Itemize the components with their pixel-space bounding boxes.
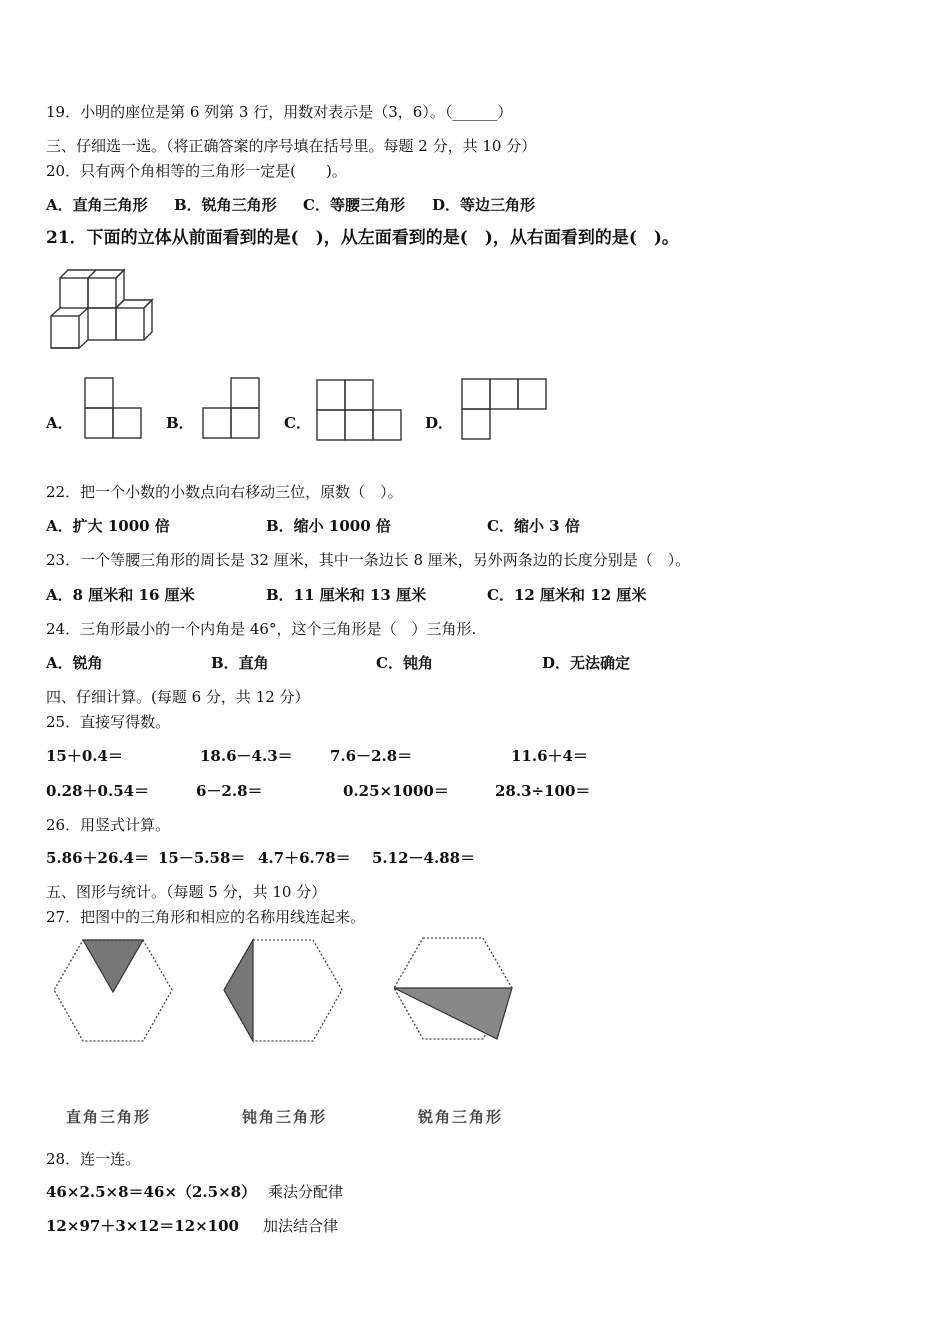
section-4-heading: 四、仔细计算。(每题 6 分，共 12 分） xyxy=(46,688,310,706)
q21-label-c: C． xyxy=(284,414,311,432)
q24-text: 24．三角形最小的一个内角是 46°，这个三角形是（ ）三角形. xyxy=(46,620,477,638)
q26-item-2: 15－5.58＝ xyxy=(158,849,246,867)
q21-label-b: B． xyxy=(166,414,194,432)
q25-r1-item-3: 7.6－2.8＝ xyxy=(330,747,413,765)
q25-r2-item-2: 6－2.8＝ xyxy=(196,782,263,800)
q21-option-a-figure xyxy=(84,376,144,440)
q26-item-3: 4.7＋6.78＝ xyxy=(258,849,351,867)
q27-caption-2: 钝角三角形 xyxy=(242,1108,328,1126)
q27-hexagon-1 xyxy=(50,938,176,1044)
q26-item-4: 5.12－4.88＝ xyxy=(372,849,476,867)
q21-label-a: A． xyxy=(46,414,73,432)
q25-text: 25．直接写得数。 xyxy=(46,713,171,731)
q25-r2-item-1: 0.28＋0.54＝ xyxy=(46,782,150,800)
q22-option-c: C．缩小 3 倍 xyxy=(487,517,580,535)
q28-right-2: 加法结合律 xyxy=(263,1217,339,1235)
q27-hexagon-2 xyxy=(220,938,346,1044)
q21-text: 21．下面的立体从前面看到的是( )，从左面看到的是( )，从右面看到的是( )。 xyxy=(46,228,679,248)
q26-item-1: 5.86＋26.4＝ xyxy=(46,849,150,867)
q28-left-2: 12×97＋3×12＝12×100 xyxy=(46,1217,239,1235)
q20-text: 20．只有两个角相等的三角形一定是( )。 xyxy=(46,162,347,180)
q21-label-d: D． xyxy=(425,414,454,432)
q25-r1-item-2: 18.6－4.3＝ xyxy=(200,747,293,765)
q26-text: 26．用竖式计算。 xyxy=(46,816,171,834)
q21-option-b-figure xyxy=(201,376,261,440)
q28-right-1: 乘法分配律 xyxy=(268,1183,344,1201)
q24-option-b: B．直角 xyxy=(211,654,269,672)
q28-text: 28．连一连。 xyxy=(46,1150,141,1168)
q23-option-b: B．11 厘米和 13 厘米 xyxy=(266,586,427,604)
q24-option-a: A．锐角 xyxy=(46,654,103,672)
q22-option-a: A．扩大 1000 倍 xyxy=(46,517,170,535)
q27-text: 27．把图中的三角形和相应的名称用线连起来。 xyxy=(46,908,366,926)
q24-option-d: D．无法确定 xyxy=(542,654,631,672)
q23-option-c: C．12 厘米和 12 厘米 xyxy=(487,586,647,604)
q27-hexagon-3 xyxy=(390,936,516,1042)
q23-text: 23．一个等腰三角形的周长是 32 厘米，其中一条边长 8 厘米，另外两条边的长度分别是（ ）。 xyxy=(46,551,691,569)
q25-r1-item-4: 11.6＋4＝ xyxy=(511,747,588,765)
q27-caption-1: 直角三角形 xyxy=(66,1108,152,1126)
q20-option-c: C．等腰三角形 xyxy=(303,196,405,214)
section-3-heading: 三、仔细选一选。（将正确答案的序号填在括号里。每题 2 分，共 10 分） xyxy=(46,137,537,155)
section-5-heading: 五、图形与统计。（每题 5 分，共 10 分） xyxy=(46,883,327,901)
q21-option-c-figure xyxy=(315,378,405,442)
q25-r2-item-3: 0.25×1000＝ xyxy=(343,782,449,800)
q23-option-a: A．8 厘米和 16 厘米 xyxy=(46,586,195,604)
q20-option-a: A．直角三角形 xyxy=(46,196,148,214)
q25-r1-item-1: 15＋0.4＝ xyxy=(46,747,123,765)
q28-left-1: 46×2.5×8＝46×（2.5×8） xyxy=(46,1183,257,1201)
q27-caption-3: 锐角三角形 xyxy=(418,1108,504,1126)
q25-r2-item-4: 28.3÷100＝ xyxy=(495,782,591,800)
q22-option-b: B．缩小 1000 倍 xyxy=(266,517,391,535)
q24-option-c: C．钝角 xyxy=(376,654,433,672)
q21-solid-figure xyxy=(48,266,160,352)
q20-option-b: B．锐角三角形 xyxy=(174,196,277,214)
q19-text: 19．小明的座位是第 6 列第 3 行，用数对表示是（3，6）。（______） xyxy=(46,103,513,121)
q22-text: 22．把一个小数的小数点向右移动三位，原数（ ）。 xyxy=(46,483,403,501)
q20-option-d: D．等边三角形 xyxy=(432,196,536,214)
q21-option-d-figure xyxy=(460,377,550,441)
